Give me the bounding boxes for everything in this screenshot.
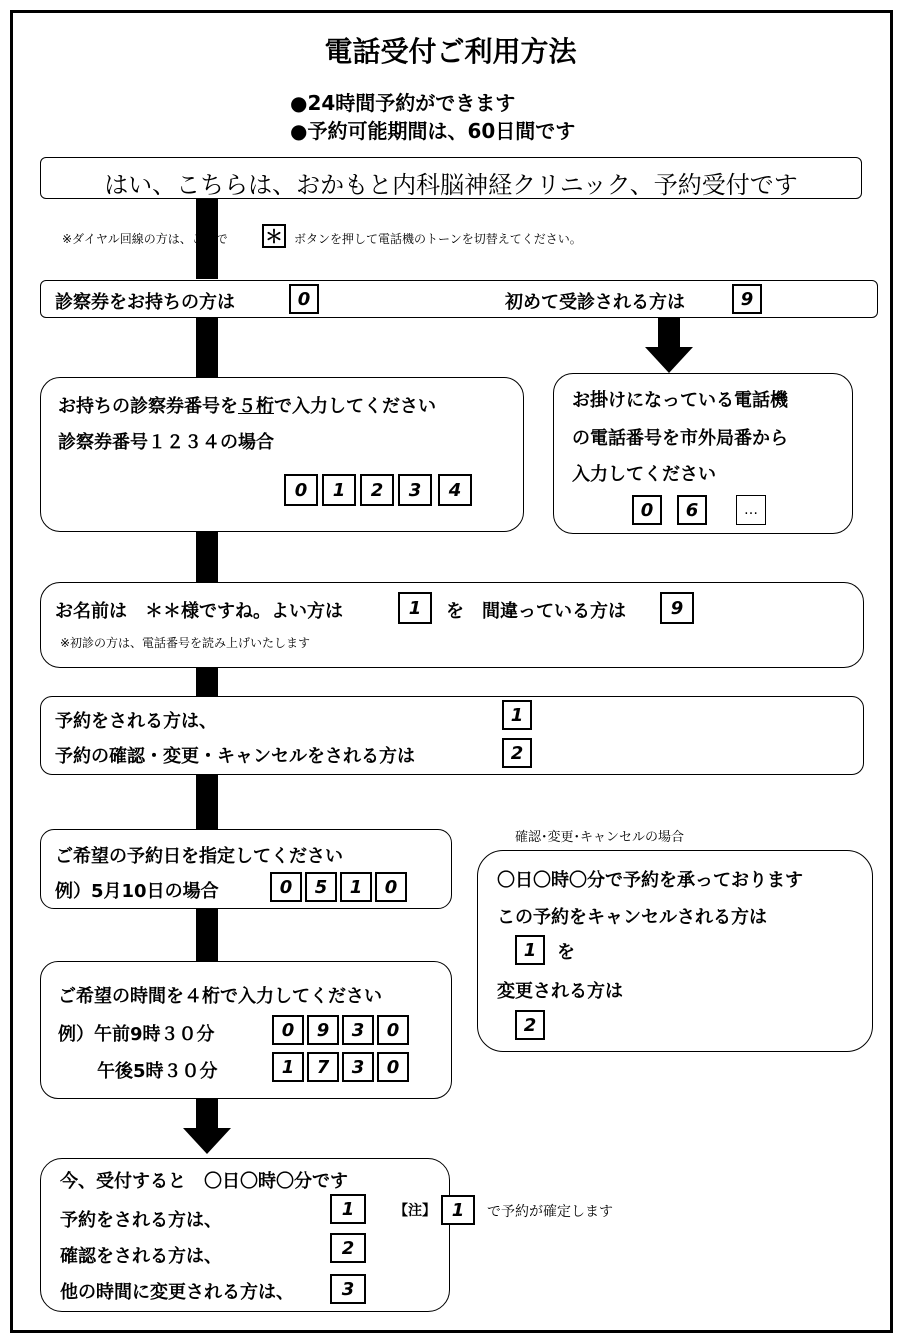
key-1[interactable]: 1	[330, 1194, 366, 1224]
flow-bar	[196, 1099, 218, 1129]
card-number-text-2: で入力してください	[274, 396, 436, 417]
dial-note-after: ボタンを押して電話機のトーンを切替えてください。	[294, 232, 582, 246]
final-confirm-label: 確認をされる方は、	[60, 1246, 222, 1267]
phone-line-3: 入力してください	[572, 464, 716, 485]
key-digit[interactable]: 0	[284, 474, 318, 506]
cancel-suffix: を	[557, 942, 575, 963]
bullet-24h: ●24時間予約ができます	[290, 91, 516, 115]
key-digit[interactable]: 7	[307, 1052, 339, 1082]
date-example: 例）5月10日の場合	[55, 881, 219, 902]
key-digit[interactable]: 0	[377, 1015, 409, 1045]
key-3[interactable]: 3	[330, 1274, 366, 1304]
note-bracket: 【注】	[394, 1203, 436, 1219]
arrow-down-icon	[645, 347, 693, 373]
flow-bar	[196, 775, 218, 829]
key-digit[interactable]: 1	[322, 474, 356, 506]
card-number-text-1: お持ちの診察券番号を	[58, 396, 238, 417]
key-2[interactable]: 2	[515, 1010, 545, 1040]
key-digit[interactable]: 9	[307, 1015, 339, 1045]
flow-bar	[196, 668, 218, 696]
phone-line-1: お掛けになっている電話機	[572, 390, 788, 411]
reserve-label: 予約をされる方は、	[55, 711, 217, 732]
key-digit[interactable]: 1	[340, 872, 372, 902]
card-number-digits: ５桁	[238, 396, 274, 417]
phone-line-2: の電話番号を市外局番から	[572, 428, 788, 449]
key-digit[interactable]: 4	[438, 474, 472, 506]
card-number-example: 診察券番号１２３４の場合	[58, 432, 274, 453]
key-digit[interactable]: 3	[342, 1015, 374, 1045]
key-digit[interactable]: 0	[632, 495, 662, 525]
name-confirm-note: ※初診の方は、電話番号を読み上げいたします	[60, 636, 311, 650]
key-digit[interactable]: 3	[398, 474, 432, 506]
final-other-label: 他の時間に変更される方は、	[60, 1282, 294, 1303]
bullet-60days: ●予約可能期間は、60日間です	[290, 119, 576, 143]
time-instruction: ご希望の時間を４桁で入力してください	[58, 986, 382, 1007]
key-2[interactable]: 2	[502, 738, 532, 768]
arrow-down-icon	[183, 1128, 231, 1154]
name-confirm-box	[40, 582, 864, 668]
key-1[interactable]: 1	[515, 935, 545, 965]
flow-bar	[658, 318, 680, 348]
flow-bar	[196, 532, 218, 582]
page-title: 電話受付ご利用方法	[324, 35, 577, 68]
key-2[interactable]: 2	[330, 1233, 366, 1263]
key-9[interactable]: 9	[732, 284, 762, 314]
confirm-line-3: 変更される方は	[497, 981, 623, 1002]
final-line-1: 今、受付すると 〇日〇時〇分です	[60, 1171, 348, 1192]
key-1[interactable]: 1	[502, 700, 532, 730]
key-9[interactable]: 9	[660, 592, 694, 624]
greeting-box	[40, 157, 862, 199]
key-digit[interactable]: 2	[360, 474, 394, 506]
key-digit[interactable]: 0	[272, 1015, 304, 1045]
key-digit[interactable]: 1	[272, 1052, 304, 1082]
key-digit[interactable]: 6	[677, 495, 707, 525]
card-number-instruction	[58, 392, 436, 418]
page-frame	[10, 10, 893, 1333]
flow-bar	[196, 909, 218, 961]
greeting-text: はい、こちらは、おかもと内科脳神経クリニック、予約受付です	[104, 171, 798, 199]
key-1[interactable]: 1	[398, 592, 432, 624]
key-ellipsis[interactable]: …	[736, 495, 766, 525]
key-digit[interactable]: 3	[342, 1052, 374, 1082]
key-digit[interactable]: 0	[377, 1052, 409, 1082]
confirm-line-1: 〇日〇時〇分で予約を承っております	[497, 870, 803, 891]
asterisk-key[interactable]: ＊	[262, 224, 286, 248]
key-digit[interactable]: 5	[305, 872, 337, 902]
key-digit[interactable]: 0	[375, 872, 407, 902]
change-label: 予約の確認・変更・キャンセルをされる方は	[55, 746, 415, 767]
time-example-pm: 午後5時３０分	[97, 1061, 218, 1082]
time-example-am: 例）午前9時３０分	[58, 1024, 215, 1045]
first-visit-label: 初めて受診される方は	[505, 292, 685, 313]
key-digit[interactable]: 0	[270, 872, 302, 902]
name-wrong-text: を 間違っている方は	[446, 601, 626, 622]
confirm-side-caption: 確認･変更･キャンセルの場合	[515, 830, 685, 845]
confirm-line-2: この予約をキャンセルされる方は	[497, 907, 767, 928]
flow-bar	[196, 318, 218, 378]
key-1[interactable]: 1	[441, 1195, 475, 1225]
final-reserve-label: 予約をされる方は、	[60, 1210, 222, 1231]
key-0[interactable]: 0	[289, 284, 319, 314]
note-text: で予約が確定します	[487, 1204, 613, 1220]
name-confirm-text: お名前は ＊＊様ですね。よい方は	[55, 601, 343, 622]
dial-note-before: ※ダイヤル回線の方は、ここで	[62, 232, 228, 246]
has-card-label: 診察券をお持ちの方は	[55, 292, 235, 313]
date-instruction: ご希望の予約日を指定してください	[55, 846, 343, 867]
